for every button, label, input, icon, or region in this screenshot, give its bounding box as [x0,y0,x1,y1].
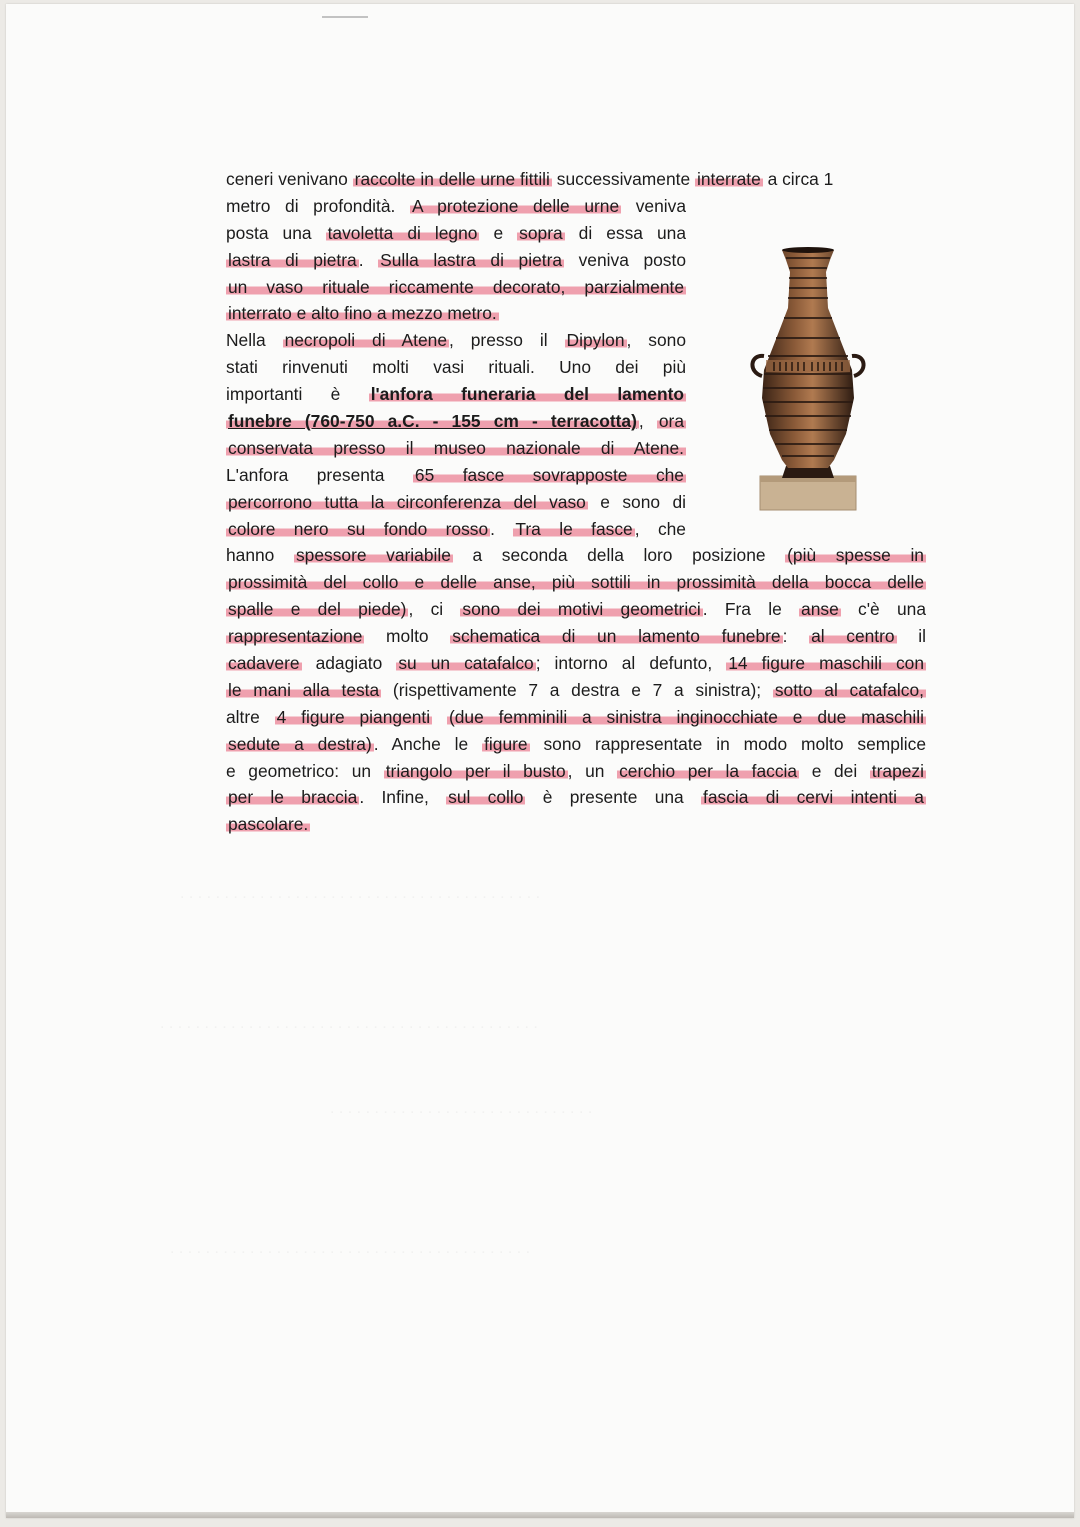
text-segment: Nella [226,330,283,351]
highlighted-text: Tra le fasce [515,518,633,539]
text-segment: successivamente [551,169,695,189]
highlighted-text: sono dei motivi geometrici [462,599,701,620]
highlighted-text: sopra [519,222,563,243]
highlighted-text: pascolare. [228,814,309,835]
text-segment: . [490,518,514,539]
text-line [226,623,926,650]
highlighted-text: schematica di un lamento funebre [452,626,781,647]
text-segment: a circa 1 [762,169,834,189]
text-segment: veniva posto [564,249,686,270]
text-line [226,300,686,327]
text-segment: . [358,249,379,270]
highlighted-text: (due femminili a sinistra inginocchiate e due maschili [448,706,924,727]
text-line [226,435,686,462]
highlighted-text: 65 fasce sovrapposte che [414,464,684,485]
text-line [226,354,686,381]
highlighted-text: spalle e del piede) [228,599,407,620]
text-line [226,811,926,838]
highlighted-text: figure [484,733,528,754]
highlighted-text: le mani alla testa [228,679,380,700]
text-segment: importanti è [226,384,369,405]
text-segment: di essa una [564,222,686,243]
highlighted-text: tavoletta di legno [327,222,478,243]
highlighted-text: fascia di cervi intenti a [703,787,924,808]
text-line [226,516,686,543]
highlighted-text: 14 figure maschili con [728,653,924,674]
text-line [226,650,926,677]
highlighted-text: per le braccia [228,787,358,808]
text-line [226,327,686,354]
highlighted-text: l'anfora funeraria del lamento [370,384,684,405]
text-segment: , un [567,760,618,781]
highlighted-text: al centro [811,626,895,647]
text-segment: c'è una [840,599,926,620]
bleed-through: . . . . . . . . . . . . . . . . . . . . . . . . . . . . . . . . . . . . . . . . . [180,885,541,902]
text-segment: , che [634,518,686,539]
text-line [226,247,686,274]
highlighted-text: anse [801,599,839,620]
highlighted-text: sul collo [448,787,524,808]
text-segment: hanno [226,545,294,566]
text-segment: e sono di [587,491,686,512]
text-segment: molto [364,626,451,647]
text-segment: è presente una [525,787,702,808]
text-line [226,596,926,623]
text-segment: , ci [408,599,461,620]
text-segment: posta una [226,222,326,243]
highlighted-text: Dipylon [566,330,625,351]
text-line [226,193,686,220]
highlighted-text: prossimità del collo e delle anse, più sottili in prossimità della bocca delle [228,572,924,593]
text-line [226,274,686,301]
text-line [226,758,926,785]
sheet-edge [6,1512,1074,1518]
text-line [226,408,686,435]
highlighted-text: percorrono tutta la circonferenza del vaso [228,491,586,512]
highlighted-text: cerchio per la faccia [619,760,798,781]
text-line [226,569,926,596]
text-segment: , presso il [449,330,565,351]
highlighted-text: A protezione delle urne [411,195,620,216]
text-line [226,489,686,516]
highlighted-text: un vaso rituale riccamente decorato, parzialmente [228,276,684,297]
text-line [226,381,686,408]
highlighted-text: funebre (760-750 a.C. - 155 cm - terracotta) [228,411,637,432]
highlighted-text: interrate [696,169,761,189]
highlighted-text: raccolte in delle urne fittili [354,169,550,189]
highlighted-text: necropoli di Atene [284,330,447,351]
highlighted-text: 4 figure piangenti [276,706,431,727]
text-segment: . Fra le [702,599,800,620]
text-segment: : [782,626,810,647]
text-line [226,166,926,193]
text-segment: ceneri venivano [226,169,353,189]
text-segment: veniva [621,195,686,216]
text-segment [432,707,447,727]
text-segment: adagiato [301,653,397,674]
text-segment: e [479,222,518,243]
text-line [226,677,926,704]
highlighted-text: spessore variabile [295,545,451,566]
highlighted-text: sotto al catafalco, [774,679,924,700]
text-segment: e geometrico: un [226,760,384,781]
text-segment: altre [226,706,275,727]
text-line [226,462,686,489]
text-line [226,704,926,731]
text-segment: L'anfora presenta [226,464,413,485]
scan-mark [322,16,368,18]
text-segment: e dei [799,760,870,781]
highlighted-text: ora [658,411,684,432]
highlighted-text: rappresentazione [228,626,363,647]
amphora-image [742,238,874,522]
text-segment: . Infine, [359,787,447,808]
text-line [226,731,926,758]
text-segment: (rispettivamente 7 a destra e 7 a sinistra); [381,679,773,700]
text-segment: , [638,411,657,432]
text-line [226,784,926,811]
text-segment: stati rinvenuti molti vasi rituali. Uno dei più [226,357,686,378]
text-line [226,542,926,569]
text-segment: il [896,626,926,647]
text-segment: metro di profondità. [226,195,410,216]
highlighted-text: lastra di pietra [228,249,357,270]
highlighted-text: (più spesse in [787,545,924,566]
bleed-through: . . . . . . . . . . . . . . . . . . . . . . . . . . . . . . . . . . . . . . . . . [170,1240,531,1257]
text-segment: ; intorno al defunto, [535,653,727,674]
highlighted-text: triangolo per il busto [385,760,566,781]
highlighted-text: trapezi [871,760,924,781]
bleed-through: . . . . . . . . . . . . . . . . . . . . . . . . . . . . . . . . . . . . . . . . . . . [160,1015,538,1032]
highlighted-text: su un catafalco [398,653,534,674]
highlighted-text: sedute a destra) [228,733,372,754]
text-line [226,220,686,247]
text-segment: sono rappresentate in modo molto semplice [529,733,926,754]
text-segment: a seconda della loro posizione [452,545,786,566]
highlighted-text: colore nero su fondo rosso [228,518,489,539]
highlighted-text: interrato e alto fino a mezzo metro. [228,303,497,324]
highlighted-text: cadavere [228,653,300,674]
highlighted-text: conservata presso il museo nazionale di Atene. [228,437,684,458]
bleed-through: . . . . . . . . . . . . . . . . . . . . . . . . . . . . . . [330,1100,593,1117]
text-segment: , sono [626,330,686,351]
highlighted-text: Sulla lastra di pietra [380,249,563,270]
text-segment: . Anche le [373,733,483,754]
